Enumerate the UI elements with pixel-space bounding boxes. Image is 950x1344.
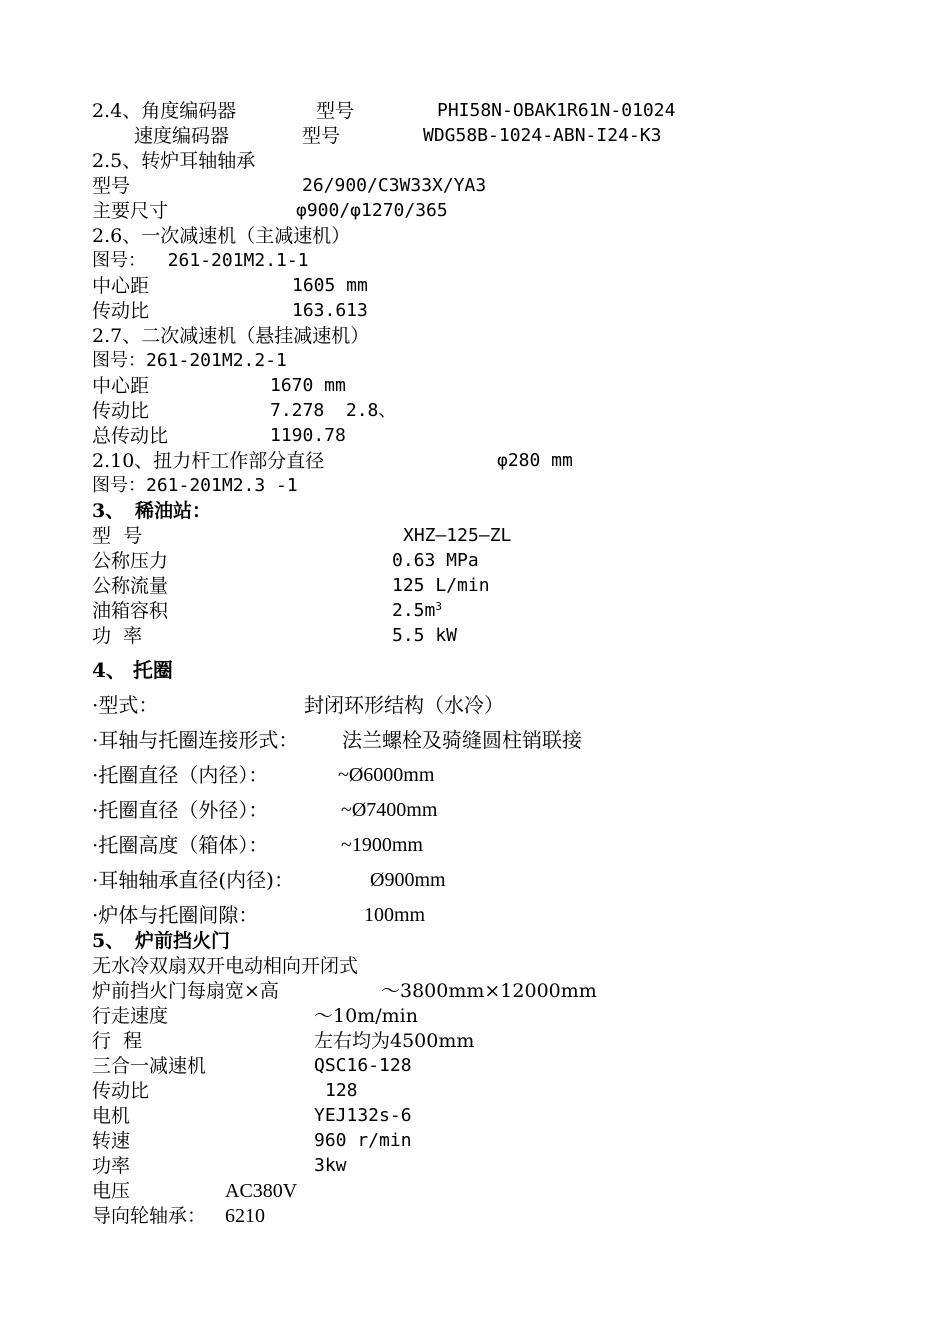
oil-model-label: 型 号 xyxy=(92,525,143,547)
ring-conn-label: ·耳轴与托圈连接形式： xyxy=(92,728,299,752)
bearing-model: 26/900/C3W33X/YA3 xyxy=(302,175,487,196)
bearing-model-label: 型号 xyxy=(92,175,131,197)
oil-model: XHZ—125—ZL xyxy=(403,525,512,546)
fire-door-voltage: AC380V xyxy=(225,1180,298,1202)
ring-type-label: ·型式： xyxy=(92,693,159,717)
ring-gap: 100mm xyxy=(364,904,426,926)
reducer1-center: 1605 mm xyxy=(292,275,368,296)
fire-door-stroke: 左右均为4500mm xyxy=(314,1030,475,1052)
speed-encoder-model: WDG58B-1024-ABN-I24-K3 xyxy=(423,125,662,146)
reducer2-total: 1190.78 xyxy=(270,425,346,446)
ring-inner-label: ·托圈直径（内径）： xyxy=(92,763,269,787)
fire-door-power: 3kw xyxy=(314,1155,347,1176)
fire-door-motor: YEJ132s-6 xyxy=(314,1105,412,1126)
oil-tank xyxy=(392,599,442,623)
ring-height-label: ·托圈高度（箱体）： xyxy=(92,833,269,857)
reducer1-ratio: 163.613 xyxy=(292,300,368,321)
fire-door-speed: ～10m/min xyxy=(314,1005,418,1027)
ring-conn: 法兰螺栓及骑缝圆柱销联接 xyxy=(342,728,582,752)
ring-outer: ~Ø7400mm xyxy=(341,799,438,821)
speed-encoder-model-label: 型号 xyxy=(302,125,341,147)
fire-door-rpm: 960 r/min xyxy=(314,1130,412,1151)
reducer2-drawing: 图号：261-201M2.2-1 xyxy=(92,350,287,371)
fire-door-ratio: 128 xyxy=(325,1080,358,1101)
oil-power: 5.5 kW xyxy=(392,625,458,646)
reducer2-center-label: 中心距 xyxy=(92,375,150,397)
fire-door-guide-label: 导向轮轴承： xyxy=(92,1205,207,1227)
fire-door-motor-label: 电机 xyxy=(92,1105,131,1127)
fire-door-size: ～3800mm×12000mm xyxy=(381,980,597,1002)
oil-power-label: 功 率 xyxy=(92,625,143,647)
reducer1-drawing: 图号： 261-201M2.1-1 xyxy=(92,250,309,271)
reducer2-ratio-label: 传动比 xyxy=(92,400,150,422)
torsion-diameter: φ280 mm xyxy=(497,450,573,471)
fire-door-reducer-label: 三合一减速机 xyxy=(92,1055,207,1077)
oil-station-heading: 稀油站： xyxy=(135,500,212,522)
fire-door-reducer: QSC16-128 xyxy=(314,1055,412,1076)
ring-heading: 4、 托圈 xyxy=(92,658,173,682)
angle-encoder-model: PHI58N-OBAK1R61N-01024 xyxy=(437,100,676,121)
fire-door-size-label: 炉前挡火门每扇宽×高 xyxy=(92,980,279,1002)
fire-door-power-label: 功率 xyxy=(92,1155,131,1177)
fire-door-voltage-label: 电压 xyxy=(92,1180,131,1202)
speed-encoder-label: 速度编码器 xyxy=(134,125,230,147)
fire-door-stroke-label: 行 程 xyxy=(92,1030,143,1052)
ring-gap-label: ·炉体与托圈间隙： xyxy=(92,903,259,927)
oil-flow: 125 L/min xyxy=(392,575,490,596)
reducer2-center: 1670 mm xyxy=(270,375,346,396)
oil-tank-label: 油箱容积 xyxy=(92,600,169,622)
reducer1-heading: 2.6、一次减速机（主减速机） xyxy=(92,225,351,247)
ring-outer-label: ·托圈直径（外径）： xyxy=(92,798,269,822)
ring-bearing-label: ·耳轴轴承直径(内径)： xyxy=(92,868,294,892)
angle-encoder-label: 2.4、角度编码器 xyxy=(92,100,237,122)
torsion-drawing: 图号：261-201M2.3 -1 xyxy=(92,475,298,496)
fire-door-heading: 炉前挡火门 xyxy=(135,930,231,952)
reducer2-heading: 2.7、二次减速机（悬挂减速机） xyxy=(92,325,370,347)
oil-pressure: 0.63 MPa xyxy=(392,550,479,571)
reducer1-ratio-label: 传动比 xyxy=(92,300,150,322)
oil-station-number: 3、 xyxy=(92,500,125,522)
oil-flow-label: 公称流量 xyxy=(92,575,169,597)
fire-door-guide: 6210 xyxy=(225,1205,265,1227)
angle-encoder-model-label: 型号 xyxy=(316,100,355,122)
ring-height: ~1900mm xyxy=(341,834,423,856)
bearing-heading: 2.5、转炉耳轴轴承 xyxy=(92,150,256,172)
fire-door-speed-label: 行走速度 xyxy=(92,1005,169,1027)
fire-door-rpm-label: 转速 xyxy=(92,1130,131,1152)
fire-door-ratio-label: 传动比 xyxy=(92,1080,150,1102)
ring-bearing: Ø900mm xyxy=(370,869,446,891)
reducer1-center-label: 中心距 xyxy=(92,275,150,297)
reducer2-ratio: 7.278 2.8、 xyxy=(270,400,397,421)
fire-door-number: 5、 xyxy=(92,930,125,952)
reducer2-total-label: 总传动比 xyxy=(92,425,169,447)
oil-tank-value: 2.5m xyxy=(392,600,436,621)
ring-type: 封闭环形结构（水冷） xyxy=(304,693,504,717)
oil-tank-unit-sup: 3 xyxy=(435,600,442,613)
bearing-size-label: 主要尺寸 xyxy=(92,200,169,222)
torsion-heading: 2.10、扭力杆工作部分直径 xyxy=(92,450,325,472)
fire-door-desc: 无水冷双扇双开电动相向开闭式 xyxy=(92,955,359,977)
bearing-size: φ900/φ1270/365 xyxy=(296,200,448,221)
oil-pressure-label: 公称压力 xyxy=(92,550,169,572)
ring-inner: ~Ø6000mm xyxy=(338,764,435,786)
